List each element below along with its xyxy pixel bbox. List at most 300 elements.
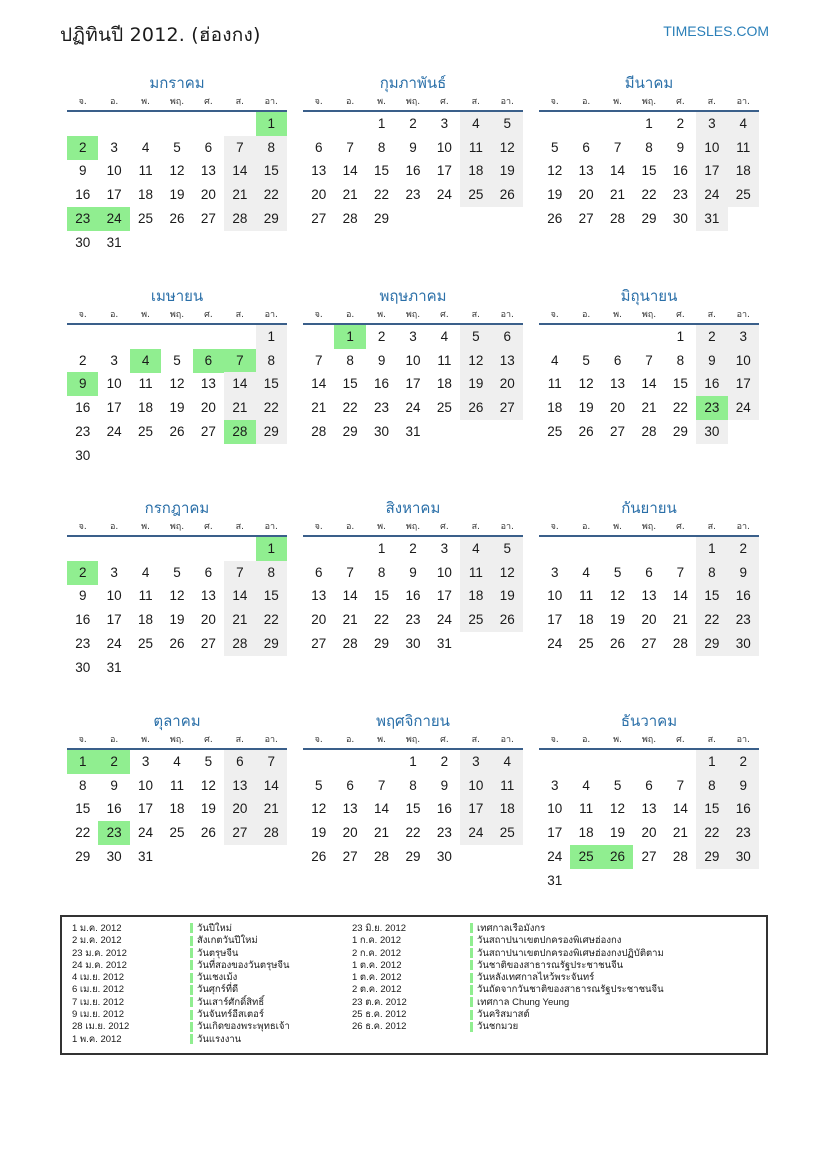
day-cell[interactable]: 27: [200, 210, 216, 226]
holiday-day-cell[interactable]: 1: [67, 750, 98, 774]
day-cell[interactable]: 14: [374, 801, 390, 817]
day-cell[interactable]: 10: [728, 349, 759, 373]
day-cell[interactable]: 20: [641, 612, 657, 628]
day-cell[interactable]: 31: [405, 423, 421, 439]
day-cell[interactable]: 8: [696, 774, 727, 798]
day-cell[interactable]: 30: [106, 848, 122, 864]
day-cell[interactable]: 11: [138, 588, 153, 604]
day-cell[interactable]: 17: [405, 376, 421, 392]
day-cell[interactable]: 19: [311, 825, 327, 841]
day-cell[interactable]: 13: [200, 588, 216, 604]
day-cell[interactable]: 19: [169, 187, 185, 203]
day-cell[interactable]: 20: [641, 825, 657, 841]
day-cell[interactable]: 23: [728, 608, 759, 632]
holiday-day-cell[interactable]: 1: [256, 112, 287, 136]
day-cell[interactable]: 15: [641, 163, 657, 179]
day-cell[interactable]: 7: [676, 564, 685, 580]
day-cell[interactable]: 18: [578, 825, 594, 841]
day-cell[interactable]: 22: [405, 825, 421, 841]
day-cell[interactable]: 13: [311, 163, 327, 179]
day-cell[interactable]: 3: [440, 116, 449, 131]
day-cell[interactable]: 13: [492, 349, 523, 373]
day-cell[interactable]: 14: [641, 376, 657, 392]
day-cell[interactable]: 16: [75, 612, 91, 628]
day-cell[interactable]: 20: [311, 187, 327, 203]
day-cell[interactable]: 2: [377, 329, 386, 344]
day-cell[interactable]: 11: [460, 561, 491, 585]
day-cell[interactable]: 28: [256, 821, 287, 845]
day-cell[interactable]: 15: [374, 163, 390, 179]
day-cell[interactable]: 3: [550, 564, 559, 580]
holiday-day-cell[interactable]: 7: [224, 349, 255, 373]
day-cell[interactable]: 28: [374, 848, 390, 864]
day-cell[interactable]: 3: [110, 564, 118, 580]
day-cell[interactable]: 16: [436, 801, 452, 817]
day-cell[interactable]: 4: [582, 777, 590, 793]
day-cell[interactable]: 2: [409, 541, 417, 556]
day-cell[interactable]: 13: [578, 163, 594, 179]
day-cell[interactable]: 17: [106, 612, 122, 628]
day-cell[interactable]: 23: [436, 825, 452, 841]
day-cell[interactable]: 22: [696, 821, 727, 845]
day-cell[interactable]: 10: [405, 352, 421, 368]
day-cell[interactable]: 7: [314, 352, 323, 368]
day-cell[interactable]: 14: [610, 163, 626, 179]
day-cell[interactable]: 22: [256, 396, 287, 420]
day-cell[interactable]: 24: [547, 848, 563, 864]
day-cell[interactable]: 24: [436, 187, 452, 203]
day-cell[interactable]: 10: [436, 139, 452, 155]
day-cell[interactable]: 11: [460, 136, 491, 160]
day-cell[interactable]: 13: [641, 801, 657, 817]
day-cell[interactable]: 11: [437, 352, 452, 368]
day-cell[interactable]: 24: [728, 396, 759, 420]
day-cell[interactable]: 2: [696, 325, 727, 349]
day-cell[interactable]: 21: [311, 400, 327, 416]
day-cell[interactable]: 27: [224, 821, 255, 845]
holiday-day-cell[interactable]: 24: [98, 207, 129, 231]
day-cell[interactable]: 10: [106, 588, 122, 604]
day-cell[interactable]: 7: [224, 561, 255, 585]
day-cell[interactable]: 7: [346, 139, 354, 155]
day-cell[interactable]: 11: [138, 163, 153, 179]
day-cell[interactable]: 27: [311, 210, 327, 226]
day-cell[interactable]: 20: [610, 400, 626, 416]
day-cell[interactable]: 5: [582, 352, 590, 368]
day-cell[interactable]: 16: [75, 187, 91, 203]
day-cell[interactable]: 29: [75, 848, 91, 864]
day-cell[interactable]: 24: [547, 635, 563, 651]
day-cell[interactable]: 17: [547, 825, 563, 841]
day-cell[interactable]: 10: [138, 777, 154, 793]
day-cell[interactable]: 26: [169, 635, 185, 651]
day-cell[interactable]: 1: [256, 325, 287, 349]
day-cell[interactable]: 23: [75, 423, 91, 439]
day-cell[interactable]: 28: [672, 635, 688, 651]
holiday-day-cell[interactable]: 25: [570, 845, 601, 869]
day-cell[interactable]: 17: [696, 159, 727, 183]
day-cell[interactable]: 19: [492, 584, 523, 608]
day-cell[interactable]: 29: [641, 210, 657, 226]
day-cell[interactable]: 5: [550, 139, 559, 155]
day-cell[interactable]: 6: [346, 777, 354, 793]
day-cell[interactable]: 27: [200, 423, 216, 439]
day-cell[interactable]: 20: [224, 797, 255, 821]
day-cell[interactable]: 2: [676, 116, 685, 131]
day-cell[interactable]: 13: [342, 801, 358, 817]
day-cell[interactable]: 10: [696, 136, 727, 160]
day-cell[interactable]: 5: [173, 352, 181, 368]
day-cell[interactable]: 9: [696, 349, 727, 373]
day-cell[interactable]: 17: [728, 372, 759, 396]
day-cell[interactable]: 3: [550, 777, 559, 793]
day-cell[interactable]: 29: [405, 848, 421, 864]
day-cell[interactable]: 6: [314, 139, 323, 155]
day-cell[interactable]: 6: [645, 564, 653, 580]
day-cell[interactable]: 23: [672, 187, 688, 203]
day-cell[interactable]: 6: [582, 139, 590, 155]
day-cell[interactable]: 5: [460, 325, 491, 349]
day-cell[interactable]: 29: [342, 423, 358, 439]
day-cell[interactable]: 5: [204, 754, 213, 769]
day-cell[interactable]: 6: [492, 325, 523, 349]
day-cell[interactable]: 19: [610, 612, 626, 628]
day-cell[interactable]: 25: [138, 210, 154, 226]
day-cell[interactable]: 27: [200, 635, 216, 651]
day-cell[interactable]: 21: [610, 187, 626, 203]
day-cell[interactable]: 28: [224, 207, 255, 231]
day-cell[interactable]: 21: [342, 612, 358, 628]
day-cell[interactable]: 24: [460, 821, 491, 845]
day-cell[interactable]: 12: [460, 349, 491, 373]
day-cell[interactable]: 8: [256, 136, 287, 160]
day-cell[interactable]: 21: [342, 187, 358, 203]
day-cell[interactable]: 27: [610, 423, 626, 439]
holiday-day-cell[interactable]: 4: [130, 349, 161, 373]
day-cell[interactable]: 27: [641, 635, 657, 651]
day-cell[interactable]: 18: [547, 400, 563, 416]
holiday-day-cell[interactable]: 6: [193, 349, 224, 373]
day-cell[interactable]: 25: [460, 608, 491, 632]
day-cell[interactable]: 17: [460, 797, 491, 821]
day-cell[interactable]: 12: [492, 136, 523, 160]
day-cell[interactable]: 31: [436, 635, 452, 651]
day-cell[interactable]: 9: [728, 774, 759, 798]
day-cell[interactable]: 29: [696, 845, 727, 869]
day-cell[interactable]: 13: [610, 376, 626, 392]
brand-logo-text[interactable]: TIMESLES.COM: [663, 23, 769, 39]
day-cell[interactable]: 8: [676, 352, 685, 368]
day-cell[interactable]: 15: [696, 584, 727, 608]
holiday-day-cell[interactable]: 2: [67, 561, 98, 585]
day-cell[interactable]: 6: [645, 777, 653, 793]
day-cell[interactable]: 30: [405, 635, 421, 651]
day-cell[interactable]: 2: [78, 352, 87, 368]
day-cell[interactable]: 17: [436, 163, 452, 179]
day-cell[interactable]: 29: [256, 632, 287, 656]
day-cell[interactable]: 19: [200, 801, 216, 817]
day-cell[interactable]: 22: [256, 183, 287, 207]
day-cell[interactable]: 21: [374, 825, 390, 841]
day-cell[interactable]: 9: [78, 163, 87, 179]
day-cell[interactable]: 25: [578, 635, 594, 651]
day-cell[interactable]: 25: [547, 423, 563, 439]
day-cell[interactable]: 30: [436, 848, 452, 864]
day-cell[interactable]: 13: [311, 588, 327, 604]
day-cell[interactable]: 22: [672, 400, 688, 416]
day-cell[interactable]: 20: [200, 612, 216, 628]
day-cell[interactable]: 8: [377, 139, 386, 155]
day-cell[interactable]: 8: [78, 777, 87, 793]
day-cell[interactable]: 12: [610, 588, 626, 604]
day-cell[interactable]: 23: [374, 400, 390, 416]
day-cell[interactable]: 16: [106, 801, 122, 817]
day-cell[interactable]: 9: [409, 564, 417, 580]
day-cell[interactable]: 25: [169, 825, 185, 841]
day-cell[interactable]: 22: [696, 608, 727, 632]
day-cell[interactable]: 9: [409, 139, 417, 155]
day-cell[interactable]: 19: [547, 187, 563, 203]
day-cell[interactable]: 16: [405, 163, 421, 179]
day-cell[interactable]: 26: [169, 423, 185, 439]
day-cell[interactable]: 23: [405, 187, 421, 203]
day-cell[interactable]: 7: [613, 139, 622, 155]
day-cell[interactable]: 28: [224, 632, 255, 656]
day-cell[interactable]: 12: [169, 588, 185, 604]
day-cell[interactable]: 9: [377, 352, 386, 368]
day-cell[interactable]: 17: [138, 801, 154, 817]
holiday-day-cell[interactable]: 28: [224, 420, 255, 444]
day-cell[interactable]: 28: [641, 423, 657, 439]
day-cell[interactable]: 5: [173, 139, 181, 155]
day-cell[interactable]: 3: [110, 139, 118, 155]
day-cell[interactable]: 26: [492, 608, 523, 632]
day-cell[interactable]: 23: [728, 821, 759, 845]
day-cell[interactable]: 12: [311, 801, 327, 817]
day-cell[interactable]: 18: [169, 801, 185, 817]
day-cell[interactable]: 22: [374, 612, 390, 628]
day-cell[interactable]: 23: [75, 635, 91, 651]
day-cell[interactable]: 15: [374, 588, 390, 604]
day-cell[interactable]: 3: [460, 750, 491, 774]
day-cell[interactable]: 21: [256, 797, 287, 821]
day-cell[interactable]: 19: [460, 372, 491, 396]
day-cell[interactable]: 25: [492, 821, 523, 845]
day-cell[interactable]: 25: [460, 183, 491, 207]
day-cell[interactable]: 11: [492, 774, 523, 798]
day-cell[interactable]: 24: [405, 400, 421, 416]
day-cell[interactable]: 17: [436, 588, 452, 604]
day-cell[interactable]: 8: [346, 352, 354, 368]
day-cell[interactable]: 6: [224, 750, 255, 774]
day-cell[interactable]: 18: [138, 187, 154, 203]
day-cell[interactable]: 15: [405, 801, 421, 817]
day-cell[interactable]: 5: [613, 777, 622, 793]
day-cell[interactable]: 10: [106, 376, 122, 392]
day-cell[interactable]: 20: [200, 187, 216, 203]
holiday-day-cell[interactable]: 1: [256, 537, 287, 561]
day-cell[interactable]: 12: [610, 801, 626, 817]
day-cell[interactable]: 11: [169, 777, 184, 793]
day-cell[interactable]: 29: [672, 423, 688, 439]
day-cell[interactable]: 14: [224, 372, 255, 396]
day-cell[interactable]: 15: [75, 801, 91, 817]
day-cell[interactable]: 30: [75, 659, 91, 675]
day-cell[interactable]: 11: [138, 376, 153, 392]
day-cell[interactable]: 14: [342, 588, 358, 604]
day-cell[interactable]: 6: [204, 139, 213, 155]
day-cell[interactable]: 5: [314, 777, 323, 793]
day-cell[interactable]: 30: [75, 447, 91, 463]
day-cell[interactable]: 4: [550, 352, 559, 368]
day-cell[interactable]: 30: [728, 632, 759, 656]
day-cell[interactable]: 25: [436, 400, 452, 416]
day-cell[interactable]: 30: [696, 420, 727, 444]
day-cell[interactable]: 8: [645, 139, 653, 155]
day-cell[interactable]: 28: [342, 210, 358, 226]
day-cell[interactable]: 3: [728, 325, 759, 349]
day-cell[interactable]: 18: [138, 400, 154, 416]
day-cell[interactable]: 16: [405, 588, 421, 604]
day-cell[interactable]: 5: [173, 564, 181, 580]
day-cell[interactable]: 11: [579, 588, 594, 604]
day-cell[interactable]: 9: [728, 561, 759, 585]
day-cell[interactable]: 20: [342, 825, 358, 841]
day-cell[interactable]: 19: [578, 400, 594, 416]
day-cell[interactable]: 2: [440, 754, 449, 769]
day-cell[interactable]: 10: [436, 564, 452, 580]
day-cell[interactable]: 3: [110, 352, 118, 368]
day-cell[interactable]: 22: [641, 187, 657, 203]
day-cell[interactable]: 11: [728, 136, 759, 160]
holiday-day-cell[interactable]: 23: [67, 207, 98, 231]
day-cell[interactable]: 14: [256, 774, 287, 798]
day-cell[interactable]: 4: [582, 564, 590, 580]
day-cell[interactable]: 12: [578, 376, 594, 392]
day-cell[interactable]: 12: [200, 777, 216, 793]
day-cell[interactable]: 31: [106, 234, 122, 250]
day-cell[interactable]: 21: [224, 183, 255, 207]
day-cell[interactable]: 8: [696, 561, 727, 585]
day-cell[interactable]: 4: [492, 750, 523, 774]
day-cell[interactable]: 29: [256, 420, 287, 444]
day-cell[interactable]: 1: [377, 541, 386, 556]
day-cell[interactable]: 22: [374, 187, 390, 203]
day-cell[interactable]: 27: [578, 210, 594, 226]
day-cell[interactable]: 6: [613, 352, 622, 368]
day-cell[interactable]: 9: [110, 777, 118, 793]
day-cell[interactable]: 19: [169, 400, 185, 416]
day-cell[interactable]: 4: [141, 564, 150, 580]
day-cell[interactable]: 16: [374, 376, 390, 392]
day-cell[interactable]: 21: [641, 400, 657, 416]
day-cell[interactable]: 24: [106, 635, 122, 651]
day-cell[interactable]: 20: [578, 187, 594, 203]
day-cell[interactable]: 18: [460, 159, 491, 183]
day-cell[interactable]: 16: [728, 584, 759, 608]
day-cell[interactable]: 1: [645, 116, 653, 131]
day-cell[interactable]: 26: [547, 210, 563, 226]
day-cell[interactable]: 24: [106, 423, 122, 439]
day-cell[interactable]: 25: [728, 183, 759, 207]
day-cell[interactable]: 14: [672, 801, 688, 817]
day-cell[interactable]: 19: [610, 825, 626, 841]
day-cell[interactable]: 26: [200, 825, 216, 841]
day-cell[interactable]: 10: [106, 163, 122, 179]
holiday-day-cell[interactable]: 26: [602, 845, 633, 869]
day-cell[interactable]: 28: [610, 210, 626, 226]
day-cell[interactable]: 16: [728, 797, 759, 821]
day-cell[interactable]: 15: [256, 372, 287, 396]
day-cell[interactable]: 27: [311, 635, 327, 651]
day-cell[interactable]: 25: [138, 423, 154, 439]
day-cell[interactable]: 16: [672, 163, 688, 179]
day-cell[interactable]: 14: [224, 584, 255, 608]
day-cell[interactable]: 19: [169, 612, 185, 628]
day-cell[interactable]: 31: [106, 659, 122, 675]
day-cell[interactable]: 13: [641, 588, 657, 604]
day-cell[interactable]: 30: [75, 234, 91, 250]
day-cell[interactable]: 24: [436, 612, 452, 628]
day-cell[interactable]: 16: [75, 400, 91, 416]
day-cell[interactable]: 7: [645, 352, 653, 368]
day-cell[interactable]: 4: [173, 754, 181, 769]
day-cell[interactable]: 1: [676, 329, 685, 344]
day-cell[interactable]: 17: [106, 187, 122, 203]
day-cell[interactable]: 15: [256, 159, 287, 183]
day-cell[interactable]: 8: [256, 349, 287, 373]
day-cell[interactable]: 24: [138, 825, 154, 841]
day-cell[interactable]: 23: [405, 612, 421, 628]
day-cell[interactable]: 11: [547, 376, 562, 392]
day-cell[interactable]: 7: [377, 777, 386, 793]
day-cell[interactable]: 3: [696, 112, 727, 136]
day-cell[interactable]: 7: [256, 750, 287, 774]
day-cell[interactable]: 14: [672, 588, 688, 604]
day-cell[interactable]: 10: [547, 588, 563, 604]
day-cell[interactable]: 3: [141, 754, 150, 769]
holiday-day-cell[interactable]: 2: [67, 136, 98, 160]
day-cell[interactable]: 28: [342, 635, 358, 651]
day-cell[interactable]: 30: [374, 423, 390, 439]
day-cell[interactable]: 28: [672, 848, 688, 864]
holiday-day-cell[interactable]: 1: [334, 325, 365, 349]
day-cell[interactable]: 9: [676, 139, 685, 155]
day-cell[interactable]: 21: [224, 396, 255, 420]
day-cell[interactable]: 30: [728, 845, 759, 869]
day-cell[interactable]: 14: [224, 159, 255, 183]
day-cell[interactable]: 1: [696, 750, 727, 774]
day-cell[interactable]: 12: [547, 163, 563, 179]
day-cell[interactable]: 6: [204, 564, 213, 580]
day-cell[interactable]: 18: [492, 797, 523, 821]
day-cell[interactable]: 12: [492, 561, 523, 585]
day-cell[interactable]: 30: [672, 210, 688, 226]
day-cell[interactable]: 20: [200, 400, 216, 416]
day-cell[interactable]: 29: [374, 635, 390, 651]
day-cell[interactable]: 5: [613, 564, 622, 580]
day-cell[interactable]: 24: [696, 183, 727, 207]
day-cell[interactable]: 9: [78, 588, 87, 604]
day-cell[interactable]: 1: [377, 116, 386, 131]
day-cell[interactable]: 26: [492, 183, 523, 207]
day-cell[interactable]: 22: [342, 400, 358, 416]
day-cell[interactable]: 2: [728, 537, 759, 561]
day-cell[interactable]: 29: [256, 207, 287, 231]
day-cell[interactable]: 1: [409, 754, 417, 769]
day-cell[interactable]: 27: [342, 848, 358, 864]
day-cell[interactable]: 4: [440, 329, 449, 344]
